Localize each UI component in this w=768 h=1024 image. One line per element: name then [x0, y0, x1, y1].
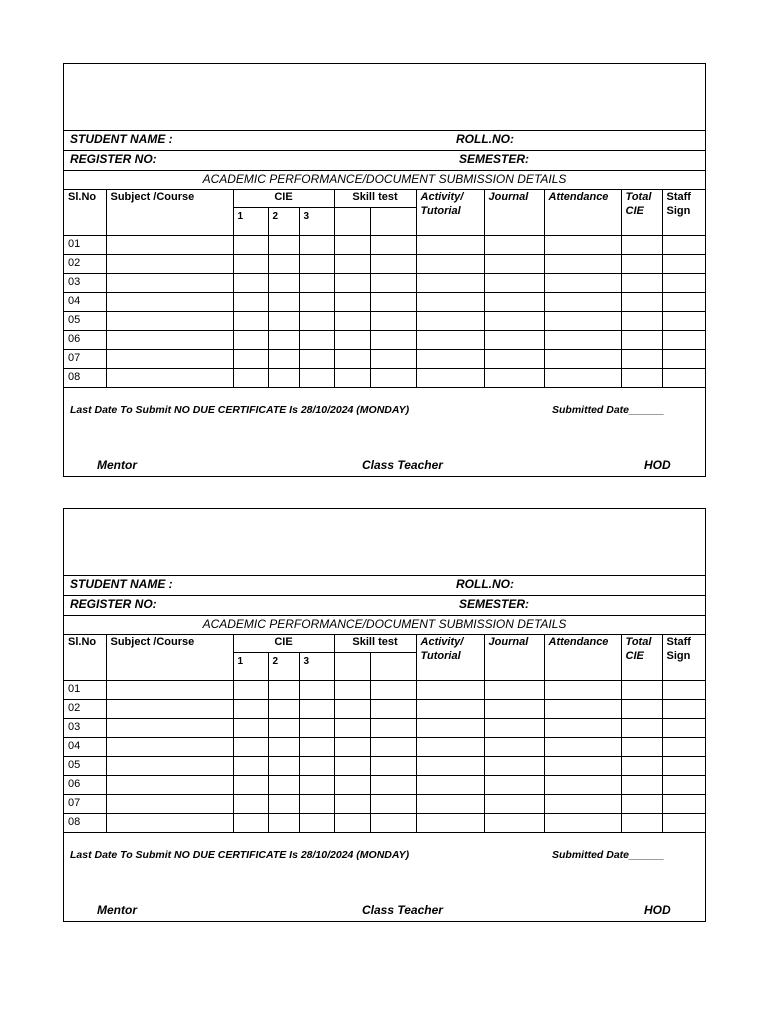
header-activity-tutorial	[416, 190, 484, 236]
row-number: 07	[64, 795, 106, 814]
table-row	[64, 369, 705, 388]
header-skill-1	[334, 653, 370, 681]
semester-label: SEMESTER:	[459, 152, 530, 166]
header-cie-3: 3	[299, 653, 334, 681]
table-row	[64, 776, 705, 795]
performance-table	[64, 190, 705, 388]
table-row	[64, 293, 705, 312]
header-staff-sign	[662, 635, 705, 681]
header-cie-2: 2	[268, 653, 299, 681]
deadline-text: Last Date To Submit NO DUE CERTIFICATE Is 28/10/2024 (MONDAY)	[70, 404, 410, 416]
student-name-row	[64, 576, 705, 596]
header-cie: CIE	[233, 635, 334, 653]
no-due-form-1	[63, 63, 706, 477]
table-row	[64, 738, 705, 757]
header-total-cie	[621, 635, 662, 681]
header-activity: Activity/	[420, 636, 464, 648]
row-number: 06	[64, 776, 106, 795]
class-teacher-signature: Class Teacher	[362, 458, 443, 472]
row-number: 02	[64, 255, 106, 274]
header-total-cie	[621, 190, 662, 236]
submitted-date: Submitted Date______	[552, 404, 665, 416]
student-name-label: STUDENT NAME :	[70, 132, 173, 146]
table-row	[64, 719, 705, 738]
header-tutorial: Tutorial	[420, 205, 461, 217]
roll-no-label: ROLL.NO:	[456, 132, 514, 146]
header-cie-1: 1	[233, 208, 268, 236]
register-no-row	[64, 151, 705, 171]
submitted-date: Submitted Date______	[552, 849, 665, 861]
table-row	[64, 795, 705, 814]
form-footer	[64, 388, 705, 476]
mentor-signature: Mentor	[97, 458, 137, 472]
table-row	[64, 350, 705, 369]
row-number: 06	[64, 331, 106, 350]
row-number: 03	[64, 719, 106, 738]
header-staff-sign	[662, 190, 705, 236]
header-skill-2	[370, 653, 416, 681]
roll-no-label: ROLL.NO:	[456, 577, 514, 591]
header-total-cie-sub: CIE	[625, 650, 644, 662]
row-number: 04	[64, 293, 106, 312]
header-cie: CIE	[233, 190, 334, 208]
register-no-label: REGISTER NO:	[70, 597, 157, 611]
row-number: 05	[64, 312, 106, 331]
class-teacher-signature: Class Teacher	[362, 903, 443, 917]
row-number: 07	[64, 350, 106, 369]
form-footer	[64, 833, 705, 921]
table-row	[64, 236, 705, 255]
deadline-text: Last Date To Submit NO DUE CERTIFICATE Is 28/10/2024 (MONDAY)	[70, 849, 410, 861]
header-activity: Activity/	[420, 191, 464, 203]
row-number: 01	[64, 236, 106, 255]
row-number: 05	[64, 757, 106, 776]
student-name-label: STUDENT NAME :	[70, 577, 173, 591]
section-title: ACADEMIC PERFORMANCE/DOCUMENT SUBMISSION DETAILS	[64, 171, 705, 190]
table-row	[64, 814, 705, 833]
header-total: Total	[625, 191, 652, 203]
header-skill-1	[334, 208, 370, 236]
row-number: 04	[64, 738, 106, 757]
register-no-label: REGISTER NO:	[70, 152, 157, 166]
row-number: 03	[64, 274, 106, 293]
header-cie-3: 3	[299, 208, 334, 236]
header-cie-2: 2	[268, 208, 299, 236]
header-attendance: Attendance	[544, 190, 621, 236]
header-total-cie-sub: CIE	[625, 205, 644, 217]
header-sl-no: Sl.No	[64, 190, 106, 236]
table-row	[64, 312, 705, 331]
header-total: Total	[625, 636, 652, 648]
header-sign: Sign	[666, 205, 691, 217]
header-journal: Journal	[484, 190, 544, 236]
header-sl-no: Sl.No	[64, 635, 106, 681]
section-title: ACADEMIC PERFORMANCE/DOCUMENT SUBMISSION DETAILS	[64, 616, 705, 635]
header-tutorial: Tutorial	[420, 650, 461, 662]
row-number: 02	[64, 700, 106, 719]
form-header-blank	[64, 64, 705, 131]
header-sign: Sign	[666, 650, 691, 662]
semester-label: SEMESTER:	[459, 597, 530, 611]
hod-signature: HOD	[644, 458, 671, 472]
table-row	[64, 331, 705, 350]
form-header-blank	[64, 509, 705, 576]
register-no-row	[64, 596, 705, 616]
header-staff: Staff	[666, 636, 691, 648]
header-skill-test: Skill test	[334, 635, 416, 653]
row-number: 01	[64, 681, 106, 700]
table-row	[64, 255, 705, 274]
header-journal: Journal	[484, 635, 544, 681]
row-number: 08	[64, 814, 106, 833]
hod-signature: HOD	[644, 903, 671, 917]
header-skill-2	[370, 208, 416, 236]
header-activity-tutorial	[416, 635, 484, 681]
header-attendance: Attendance	[544, 635, 621, 681]
table-row	[64, 700, 705, 719]
row-number: 08	[64, 369, 106, 388]
header-skill-test: Skill test	[334, 190, 416, 208]
performance-table	[64, 635, 705, 833]
header-cie-1: 1	[233, 653, 268, 681]
table-row	[64, 681, 705, 700]
table-row	[64, 274, 705, 293]
header-subject: Subject /Course	[106, 635, 233, 681]
no-due-form-2	[63, 508, 706, 922]
table-row	[64, 757, 705, 776]
header-subject: Subject /Course	[106, 190, 233, 236]
student-name-row	[64, 131, 705, 151]
header-staff: Staff	[666, 191, 691, 203]
mentor-signature: Mentor	[97, 903, 137, 917]
